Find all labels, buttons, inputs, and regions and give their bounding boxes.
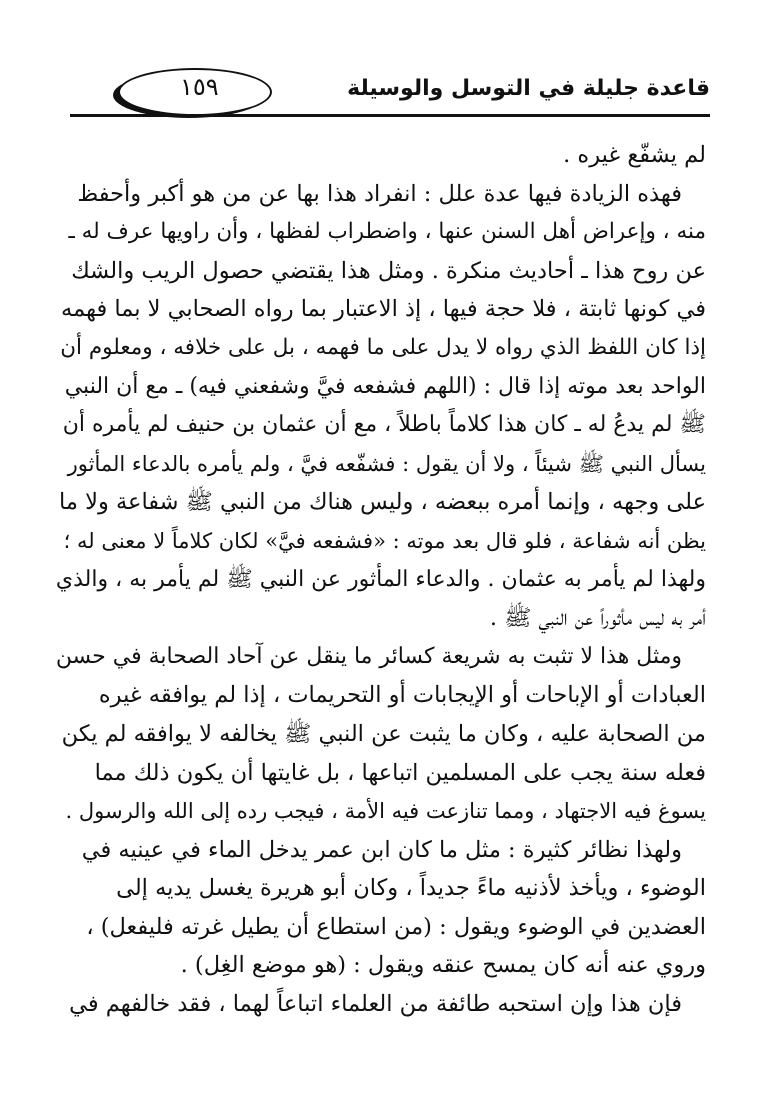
body-text <box>56 136 706 1024</box>
text-line: ﷺ لم يدعُ له ـ كان هذا كلاماً باطلاً ، مع أن عثمان بن حنيف لم يأمره أن <box>62 412 706 438</box>
book-title: قاعدة جليلة في التوسل والوسيلة <box>347 76 710 101</box>
text-line: يظن أنه شفاعة ، فلو قال بعد موته : «فشفعه فيَّ» لكان كلاماً لا معنى له ؛ <box>63 528 706 553</box>
text-line: إذا كان اللفظ الذي رواه لا يدل على ما فهمه ، بل على خلافه ، ومعلوم أن <box>60 334 706 360</box>
text-line: الواحد بعد موته إذا قال : (اللهم فشفعه فيَّ وشفعني فيه) ـ مع أن النبي <box>64 373 706 399</box>
text-line: منه ، وإعراض أهل السنن عنها ، واضطراب لفظها ، وأن راويها عرف له ـ <box>68 219 706 245</box>
page-number: ١٥٩ <box>180 73 219 101</box>
text-line: عن روح هذا ـ أحاديث منكرة . ومثل هذا يقتضي حصول الريب والشك <box>71 257 706 284</box>
text-line: فهذه الزيادة فيها عدة علل : انفراد هذا بها عن من هو أكبر وأحفظ <box>77 180 682 207</box>
text-line: لم يشفّع غيره . <box>563 142 706 168</box>
text-line: أمر به ليس مأثوراً عن النبي ﷺ . <box>489 605 706 632</box>
header-rule <box>70 114 710 117</box>
text-line: فإن هذا وإن استحبه طائفة من العلماء اتباعاً لهما ، فقد خالفهم في <box>69 991 682 1018</box>
text-line: ولهذا نظائر كثيرة : مثل ما كان ابن عمر يدخل الماء في عينيه في <box>81 836 682 863</box>
text-line: العضدين في الوضوء ويقول : (من استطاع أن يطيل غرته فليفعل) ، <box>86 913 706 940</box>
text-line: من الصحابة عليه ، وكان ما يثبت عن النبي ﷺ يخالفه لا يوافقه لم يكن <box>61 720 706 747</box>
text-line: في كونها ثابتة ، فلا حجة فيها ، إذ الاعتبار بما رواه الصحابي لا بما فهمه <box>61 296 706 323</box>
text-line: ولهذا لم يأمر به عثمان . والدعاء المأثور عن النبي ﷺ لم يأمر به ، والذي <box>56 566 706 592</box>
text-line: العبادات أو الإباحات أو الإيجابات أو التحريمات ، إذا لم يوافقه غيره <box>98 682 706 709</box>
page-header <box>70 66 710 122</box>
text-line: الوضوء ، ويأخذ لأذنيه ماءً جديداً ، وكان أبو هريرة يغسل يديه إلى <box>116 875 706 902</box>
text-line: وروي عنه أنه كان يمسح عنقه ويقول : (هو موضع الغِل) . <box>180 952 706 979</box>
text-line: يسوغ فيه الاجتهاد ، ومما تنازعت فيه الأمة ، فيجب رده إلى الله والرسول . <box>65 799 706 824</box>
text-line: ومثل هذا لا تثبت به شريعة كسائر ما ينقل عن آحاد الصحابة في حسن <box>56 643 682 669</box>
text-line: على وجهه ، وإنما أمره ببعضه ، وليس هناك من النبي ﷺ شفاعة ولا ما <box>59 489 706 516</box>
text-line: يسأل النبي ﷺ شيئاً ، ولا أن يقول : فشفّعه فيَّ ، ولم يأمره بالدعاء المأثور <box>67 451 706 476</box>
text-line: فعله سنة يجب على المسلمين اتباعها ، بل غايتها أن يكون ذلك مما <box>94 759 706 786</box>
